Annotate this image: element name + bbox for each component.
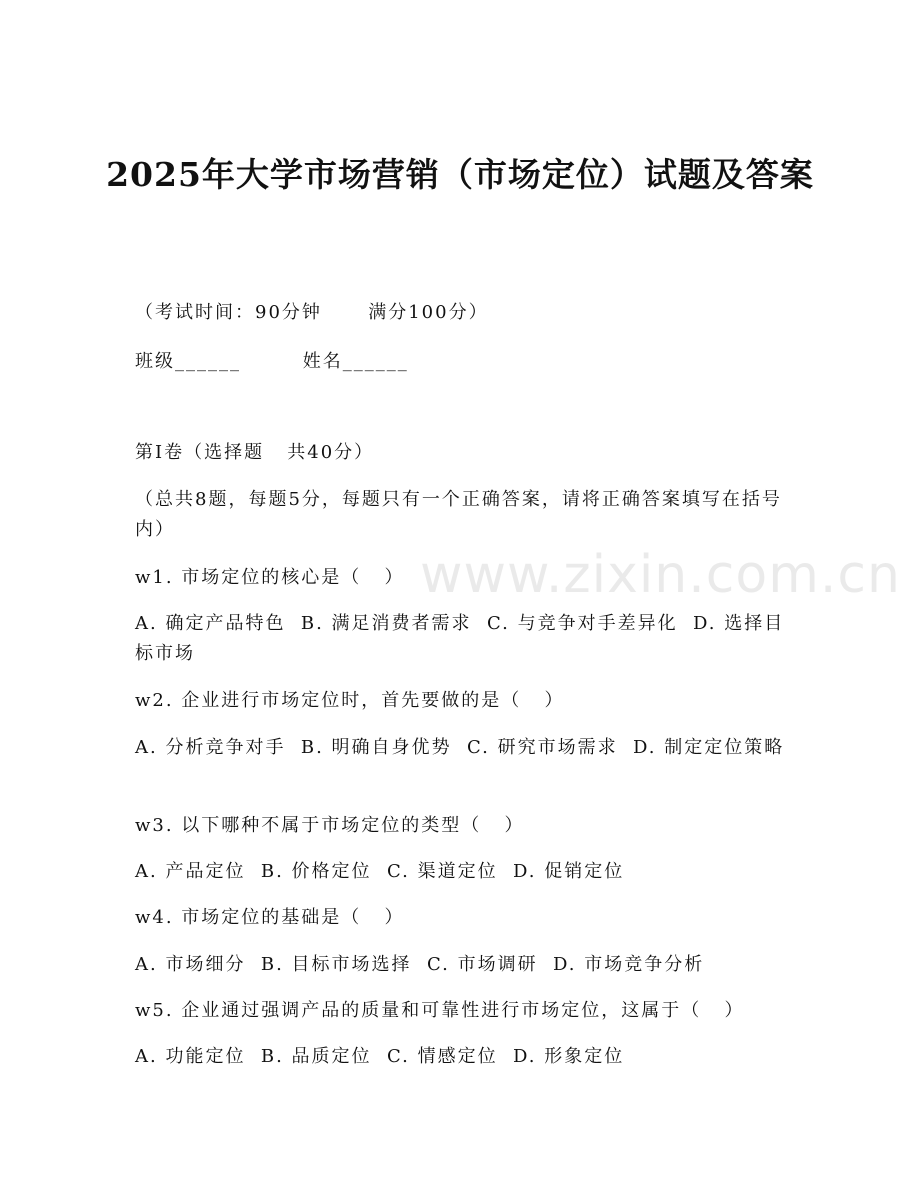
document-title: 2025年大学市场营销（市场定位）试题及答案 (106, 155, 814, 194)
question-1-stem: w1. 市场定位的核心是（ ） (135, 567, 405, 588)
section-heading: 第Ⅰ卷（选择题 共40分） (135, 442, 375, 463)
instructions: （总共8题，每题5分，每题只有一个正确答案，请将正确答案填写在括号内） (135, 489, 782, 540)
question-2-options: A. 分析竞争对手 B. 明确自身优势 C. 研究市场需求 D. 制定定位策略 (135, 737, 785, 758)
watermark: www.zixin.com.cn (420, 545, 901, 605)
question-5-options: A. 功能定位 B. 品质定位 C. 情感定位 D. 形象定位 (135, 1046, 625, 1067)
exam-info: （考试时间：90分钟 满分100分） (135, 302, 489, 323)
question-1-options: A. 确定产品特色 B. 满足消费者需求 C. 与竞争对手差异化 D. 选择目标市场 (135, 613, 785, 664)
question-4-stem: w4. 市场定位的基础是（ ） (135, 907, 405, 928)
question-3-stem: w3. 以下哪种不属于市场定位的类型（ ） (135, 815, 525, 836)
question-5-stem: w5. 企业通过强调产品的质量和可靠性进行市场定位，这属于（ ） (135, 1000, 745, 1021)
question-3-options: A. 产品定位 B. 价格定位 C. 渠道定位 D. 促销定位 (135, 861, 625, 882)
question-2-stem: w2. 企业进行市场定位时，首先要做的是（ ） (135, 690, 565, 711)
student-info: 班级______ 姓名______ (135, 351, 409, 372)
question-4-options: A. 市场细分 B. 目标市场选择 C. 市场调研 D. 市场竞争分析 (135, 954, 705, 975)
